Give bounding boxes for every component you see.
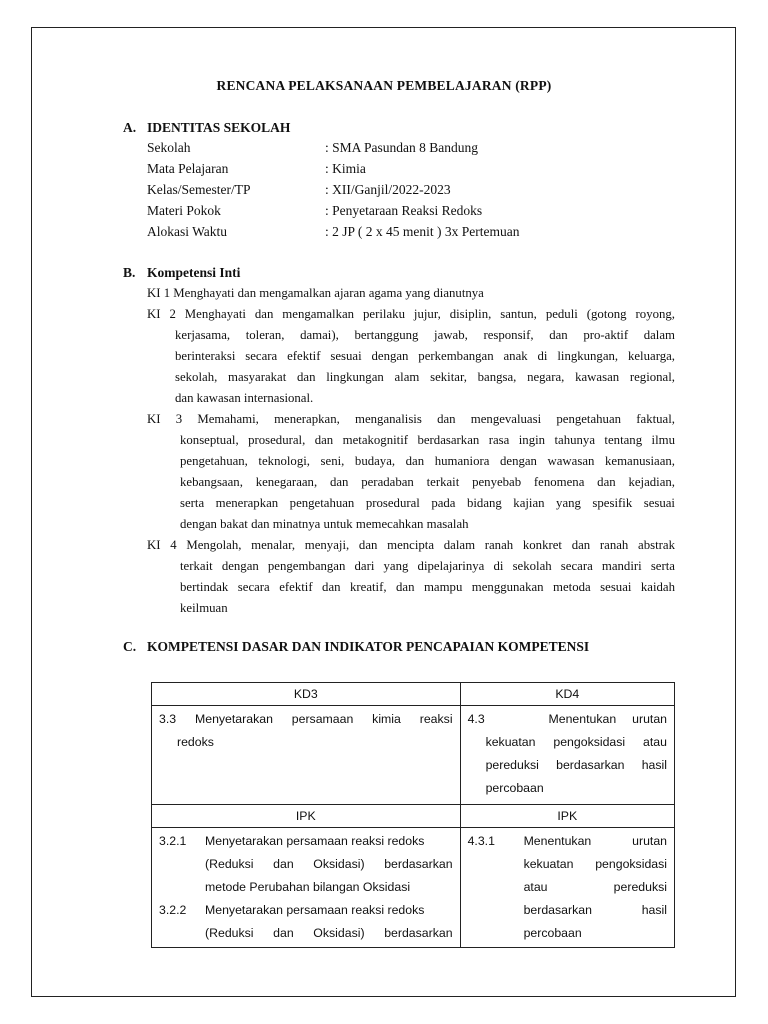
ki2-line: berinteraksi secara efektif sesuai dengan perkembangan anak di lingkungan, keluarga, xyxy=(175,349,675,363)
section-b-letter: B. xyxy=(123,265,136,280)
ipk-431-text: Menentukan urutan xyxy=(523,834,667,848)
kd4-line-1 xyxy=(468,708,667,731)
ipk-321-line-1 xyxy=(159,830,453,853)
identity-value: : Penyetaraan Reaksi Redoks xyxy=(325,203,483,218)
ki3-line: KI 3 Memahami, menerapkan, menganalisis dan mengevaluasi pengetahuan faktual, xyxy=(147,412,675,426)
section-c-title: KOMPETENSI DASAR DAN INDIKATOR PENCAPAIAN KOMPETENSI xyxy=(147,639,590,654)
ipk-322-text: Menyetarakan persamaan reaksi redoks xyxy=(205,903,425,917)
ipk-322-number: 3.2.2 xyxy=(159,903,187,917)
kd3-header: KD3 xyxy=(152,683,461,706)
ipk-321-line: (Reduksi dan Oksidasi) berdasarkan xyxy=(205,857,453,871)
ipk-431-line: kekuatan pengoksidasi xyxy=(523,857,667,871)
ipk-322-line-1 xyxy=(159,899,453,922)
identity-value: : Kimia xyxy=(325,161,366,176)
ki3-line: pengetahuan, teknologi, seni, budaya, dan humaniora dengan wawasan kemanusiaan, xyxy=(180,454,675,468)
identity-value: : 2 JP ( 2 x 45 menit ) 3x Pertemuan xyxy=(325,224,520,239)
ipk-right-cell xyxy=(460,828,674,948)
section-a-letter: A. xyxy=(123,120,137,135)
section-a-heading xyxy=(123,120,290,136)
ki3-line: serta menerapkan pengetahuan prosedural pada bidang kajian yang spesifik sesuai xyxy=(180,496,675,510)
ipk-431-line: percobaan xyxy=(523,926,582,940)
ki3-line: dengan bakat dan minatnya untuk memecahkan masalah xyxy=(180,517,469,531)
kd3-text: Menyetarakan persamaan kimia reaksi xyxy=(194,712,453,726)
kd3-line-2: redoks xyxy=(177,735,214,749)
ipk-431-line-1 xyxy=(468,830,667,853)
ki4-line: bertindak secara efektif dan kreatif, dan mampu menggunakan metoda sesuai kaidah xyxy=(180,580,675,594)
identity-label: Kelas/Semester/TP xyxy=(147,182,251,197)
ki1-line: KI 1 Menghayati dan mengamalkan ajaran agama yang dianutnya xyxy=(147,286,484,300)
ki3-line: kebangsaan, kenegaraan, dan peradaban terkait penyebab fenomena dan kejadian, xyxy=(180,475,675,489)
ki2-line: kerjasama, toleran, damai), bertanggung jawab, responsif, dan pro-aktif dalam xyxy=(175,328,675,342)
identity-label: Materi Pokok xyxy=(147,203,221,218)
kd3-cell xyxy=(152,706,461,805)
ipk-left-header: IPK xyxy=(152,805,461,828)
section-b-heading xyxy=(123,265,240,281)
ipk-322-line: (Reduksi dan Oksidasi) berdasarkan xyxy=(205,926,453,940)
ki2-line: dan kawasan internasional. xyxy=(175,391,314,405)
ki2-line: sekolah, masyarakat dan lingkungan alam sekitar, bangsa, negara, kawasan regional, xyxy=(175,370,675,384)
kd4-header: KD4 xyxy=(460,683,674,706)
ki4-line: terkait dengan pengembangan dari yang dipelajarinya di sekolah secara mandiri serta xyxy=(180,559,675,573)
ki2-line: KI 2 Menghayati dan mengamalkan perilaku jujur, disiplin, santun, peduli (gotong royong, xyxy=(147,307,675,321)
section-c-letter: C. xyxy=(123,639,137,654)
kd3-number: 3.3 xyxy=(159,712,177,726)
kd3-line-1 xyxy=(159,708,453,731)
kd4-text: Menentukan urutan xyxy=(548,712,668,726)
ki4-line: KI 4 Mengolah, menalar, menyaji, dan mencipta dalam ranah konkret dan ranah abstrak xyxy=(147,538,675,552)
document-title: RENCANA PELAKSANAAN PEMBELAJARAN (RPP) xyxy=(216,78,552,93)
identity-value: : SMA Pasundan 8 Bandung xyxy=(325,140,479,155)
kd4-line: percobaan xyxy=(485,781,544,795)
ipk-431-line: berdasarkan hasil xyxy=(523,903,667,917)
kd4-line: pereduksi berdasarkan hasil xyxy=(485,758,667,772)
kd4-number: 4.3 xyxy=(467,712,485,726)
ipk-left-cell xyxy=(152,828,461,948)
ki3-line: konseptual, prosedural, dan metakognitif berdasarkan rasa ingin tahunya tentang ilmu xyxy=(180,433,675,447)
kd-ipk-table xyxy=(151,682,675,948)
kd4-line: kekuatan pengoksidasi atau xyxy=(485,735,667,749)
ki4-line: keilmuan xyxy=(180,601,228,615)
identity-label: Alokasi Waktu xyxy=(147,224,228,239)
ipk-right-header: IPK xyxy=(460,805,674,828)
ipk-321-line: metode Perubahan bilangan Oksidasi xyxy=(205,880,411,894)
kd4-cell xyxy=(460,706,674,805)
ipk-321-text: Menyetarakan persamaan reaksi redoks xyxy=(205,834,425,848)
ipk-431-number: 4.3.1 xyxy=(467,834,495,848)
ipk-431-line: atau pereduksi xyxy=(523,880,667,894)
identity-label: Mata Pelajaran xyxy=(147,161,229,176)
identity-label: Sekolah xyxy=(147,140,191,155)
ipk-321-number: 3.2.1 xyxy=(159,834,187,848)
section-b-title: Kompetensi Inti xyxy=(147,265,241,280)
identity-value: : XII/Ganjil/2022-2023 xyxy=(325,182,451,197)
section-c-heading xyxy=(123,639,589,655)
section-a-title: IDENTITAS SEKOLAH xyxy=(147,120,291,135)
